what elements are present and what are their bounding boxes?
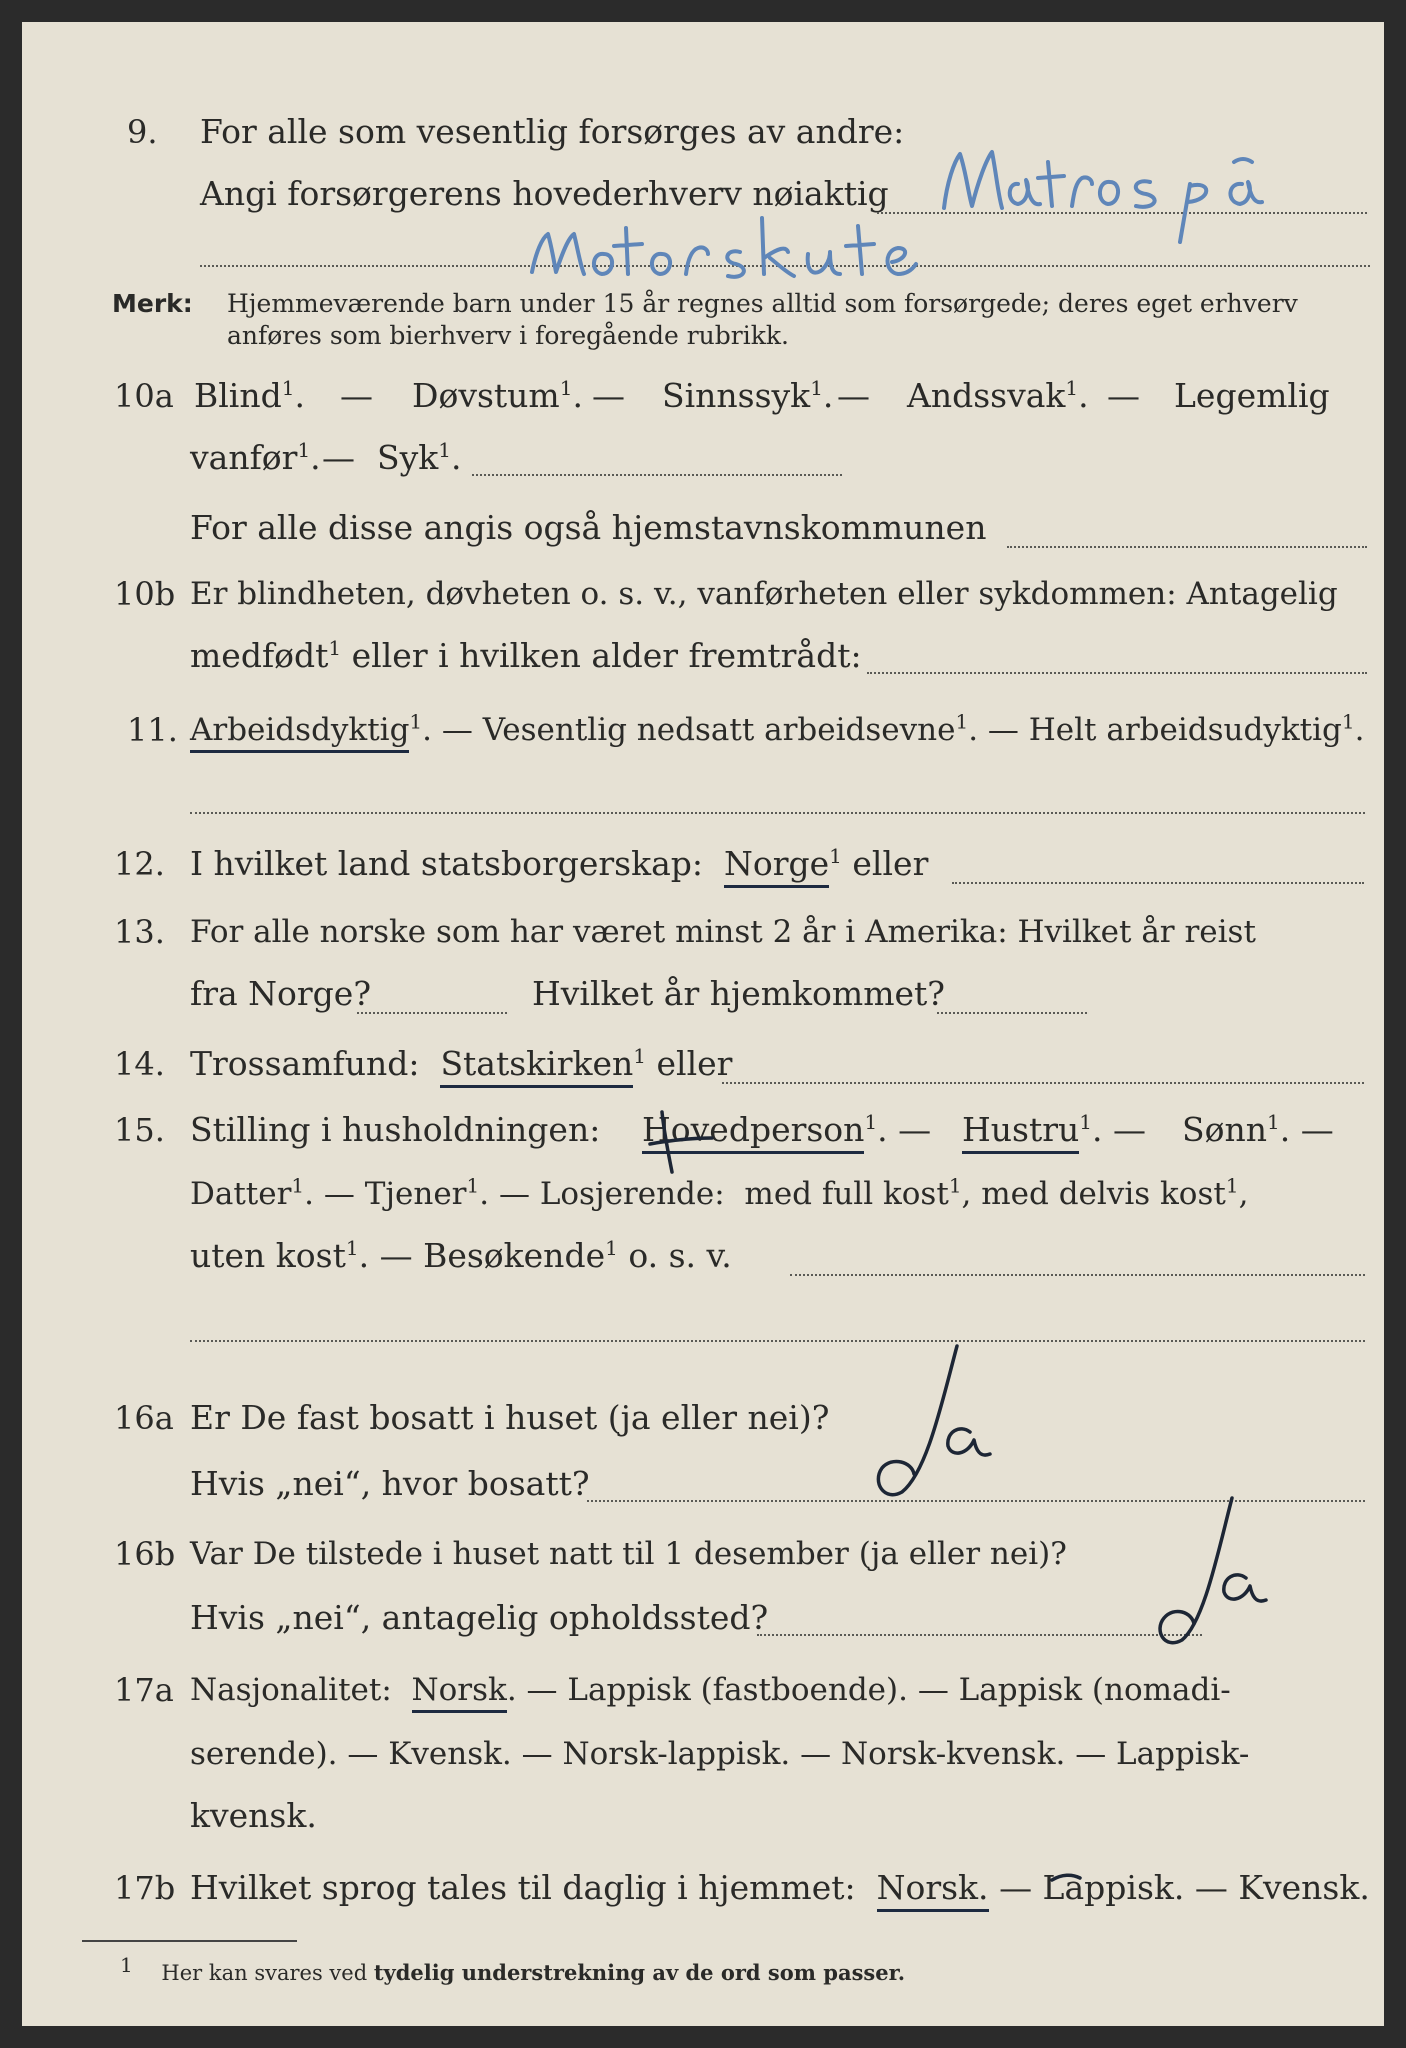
- answer-line: [867, 672, 1367, 674]
- option-delvis-kost: med delvis kost: [981, 1176, 1226, 1212]
- question-number: 17a: [114, 1671, 174, 1709]
- question-number: 10a: [114, 377, 174, 415]
- option-vanfor: vanfør: [190, 438, 298, 477]
- option-sinnssyk: Sinnssyk: [662, 376, 811, 415]
- note-label: Merk:: [112, 289, 193, 318]
- question-text: Angi forsørgerens hovederhverv nøiaktig: [200, 174, 889, 213]
- answer-line: [190, 812, 1365, 814]
- option-norsk-underlined: Norsk: [412, 1672, 507, 1713]
- option-tjener: Tjener: [364, 1176, 467, 1212]
- option-arbeidsdyktig-underlined: Arbeidsdyktig: [190, 712, 409, 753]
- answer-line: [357, 1012, 507, 1014]
- handwritten-answer-16a: [872, 1382, 873, 1383]
- option-besokende: Besøkende: [423, 1236, 606, 1275]
- option-uten-kost: uten kost: [190, 1236, 346, 1275]
- option-blind: Blind: [194, 376, 282, 415]
- option-datter: Datter: [190, 1176, 292, 1212]
- answer-line: [190, 1340, 1365, 1342]
- question-text: Hvis „nei“, antagelig opholdssted?: [190, 1598, 769, 1637]
- question-text: Hvilket sprog tales til daglig i hjemmet:: [190, 1868, 856, 1907]
- option-sonn: Sønn: [1182, 1110, 1267, 1149]
- question-text: Er De fast bosatt i huset (ja eller nei)?: [190, 1398, 830, 1437]
- question-number: 11.: [127, 711, 178, 749]
- question-text: Stilling i husholdningen:: [190, 1110, 601, 1149]
- question-text: fra Norge?: [190, 974, 372, 1013]
- answer-line: [790, 1274, 1365, 1276]
- question-number: 14.: [114, 1045, 165, 1083]
- option-norge-underlined: Norge: [724, 844, 829, 888]
- answer-line: [472, 474, 842, 476]
- question-text: For alle disse angis også hjemstavnskommunen: [190, 508, 987, 547]
- question-text: I hvilket land statsborgerskap:: [190, 844, 704, 883]
- question-text: For alle norske som har været minst 2 år i Amerika: Hvilket år reist: [190, 914, 1256, 950]
- note-text: anføres som bierhverv i foregående rubrikk.: [227, 321, 789, 350]
- option-medfodt: medfødt: [190, 636, 329, 675]
- footnote-rule: [82, 1940, 297, 1942]
- question-text: Hvilket år hjemkommet?: [532, 974, 945, 1013]
- question-text: Var De tilstede i huset natt til 1 desember (ja eller nei)?: [190, 1536, 1067, 1572]
- question-number: 9.: [127, 113, 158, 151]
- question-number: 15.: [114, 1111, 165, 1149]
- option-statskirken-underlined: Statskirken: [440, 1044, 633, 1088]
- question-text: Hvis „nei“, hvor bosatt?: [190, 1464, 590, 1503]
- answer-line: [722, 1082, 1364, 1084]
- question-number: 16b: [114, 1535, 176, 1573]
- question-number: 10b: [114, 575, 176, 613]
- option-legemlig: Legemlig: [1174, 376, 1330, 415]
- answer-line: [757, 1634, 1202, 1636]
- option-norsk-underlined: Norsk.: [877, 1868, 989, 1912]
- option-dovstum: Døvstum: [412, 376, 560, 415]
- option-full-kost: med full kost: [744, 1176, 949, 1212]
- answer-line: [1007, 546, 1367, 548]
- footnote: 1 Her kan svares ved tydelig understrekning av de ord som passer.: [120, 1953, 906, 1985]
- question-number: 16a: [114, 1399, 174, 1437]
- answer-line: [587, 1500, 1365, 1502]
- question-number: 13.: [114, 913, 165, 951]
- question-text: serende). — Kvensk. — Norsk-lappisk. — Norsk-kvensk. — Lappisk-: [190, 1736, 1250, 1772]
- note-text: Hjemmeværende barn under 15 år regnes alltid som forsørgede; deres eget erhverv: [227, 289, 1298, 318]
- question-text: For alle som vesentlig forsørges av andre:: [200, 112, 905, 151]
- handwritten-answer-16b: [1152, 1522, 1153, 1523]
- answer-line: [937, 1012, 1087, 1014]
- question-text: eller i hvilken alder fremtrådt:: [351, 636, 862, 675]
- option-hovedperson-struck: Hovedperson: [642, 1110, 864, 1154]
- census-form-page: 9. For alle som vesentlig forsørges av andre: Angi forsørgerens hovederhverv nøiaktig Merk: Hjemmeværende barn under 15 år regnes alltid som forsørgede; deres eget erhverv anføres som bierhverv i foregående rubrikk. 10a Blind$^1$. — Døvstum$^1$. — Sinnssyk$^1$. — Andssvak$^1$. — Legemlig vanfør$^1$. — Syk$^1$. For alle disse angis også hjemstavnskommunen 10b Er blindheten, døvheten o. s. v., vanførheten eller sykdommen: Antagelig medfødt$^1$ eller i hvilken alder fremtrådt: 11. Arbeidsdyktig$^1$. — Vesentlig nedsatt arbeidsevne$^1$. — Helt arbeidsudyktig$^1$. 12. I hvilket land statsborgerskap: Norge$^1$ eller 13. For alle norske som har været minst 2 år i Amerika: Hvilket år reist fra Norge? Hvilket år hjemkommet? 14. Trossamfund: Statskirken$^1$ eller 15. Stilling i husholdningen: Hovedperson$^1$. — Hustru$^1$. — Sønn$^1$. — Datter$^1$. — Tjener$^1$. — Losjerende: med full kost$^1$, med delvis kost$^1$, uten kost$^1$. — Besøkende$^1$ o. s. v. 16a Er De fast bosatt i huset (ja eller nei)? Hvis „nei“, hvor bosatt? 16b Var De tilstede i huset natt til 1 desember (ja eller nei)? Hvis „nei“, antagelig opholdssted? 17a Nasjonalitet: Norsk. — Lappisk (fastboende). — Lappisk (nomadi- serende). — Kvensk. — Norsk-lappisk. — Norsk-kvensk. — Lappisk- kvensk. 17b Hvilket sprog tales til daglig i hjemmet: Norsk. — Lappisk. — Kvensk. 1 Her kan svares ved tydelig understrekning av de ord som passer.: [22, 22, 1384, 2026]
- question-number: 12.: [114, 845, 165, 883]
- option-andssvak: Andssvak: [907, 376, 1066, 415]
- footnote-mark: 1: [120, 1953, 133, 1977]
- question-text: kvensk.: [190, 1796, 317, 1835]
- option-hustru-underlined: Hustru: [962, 1110, 1079, 1154]
- question-number: 17b: [114, 1869, 176, 1907]
- question-text: Trossamfund:: [190, 1044, 420, 1083]
- option-syk: Syk: [377, 438, 439, 477]
- question-text: Er blindheten, døvheten o. s. v., vanførheten eller sykdommen: Antagelig: [190, 576, 1338, 612]
- answer-line: [952, 882, 1364, 884]
